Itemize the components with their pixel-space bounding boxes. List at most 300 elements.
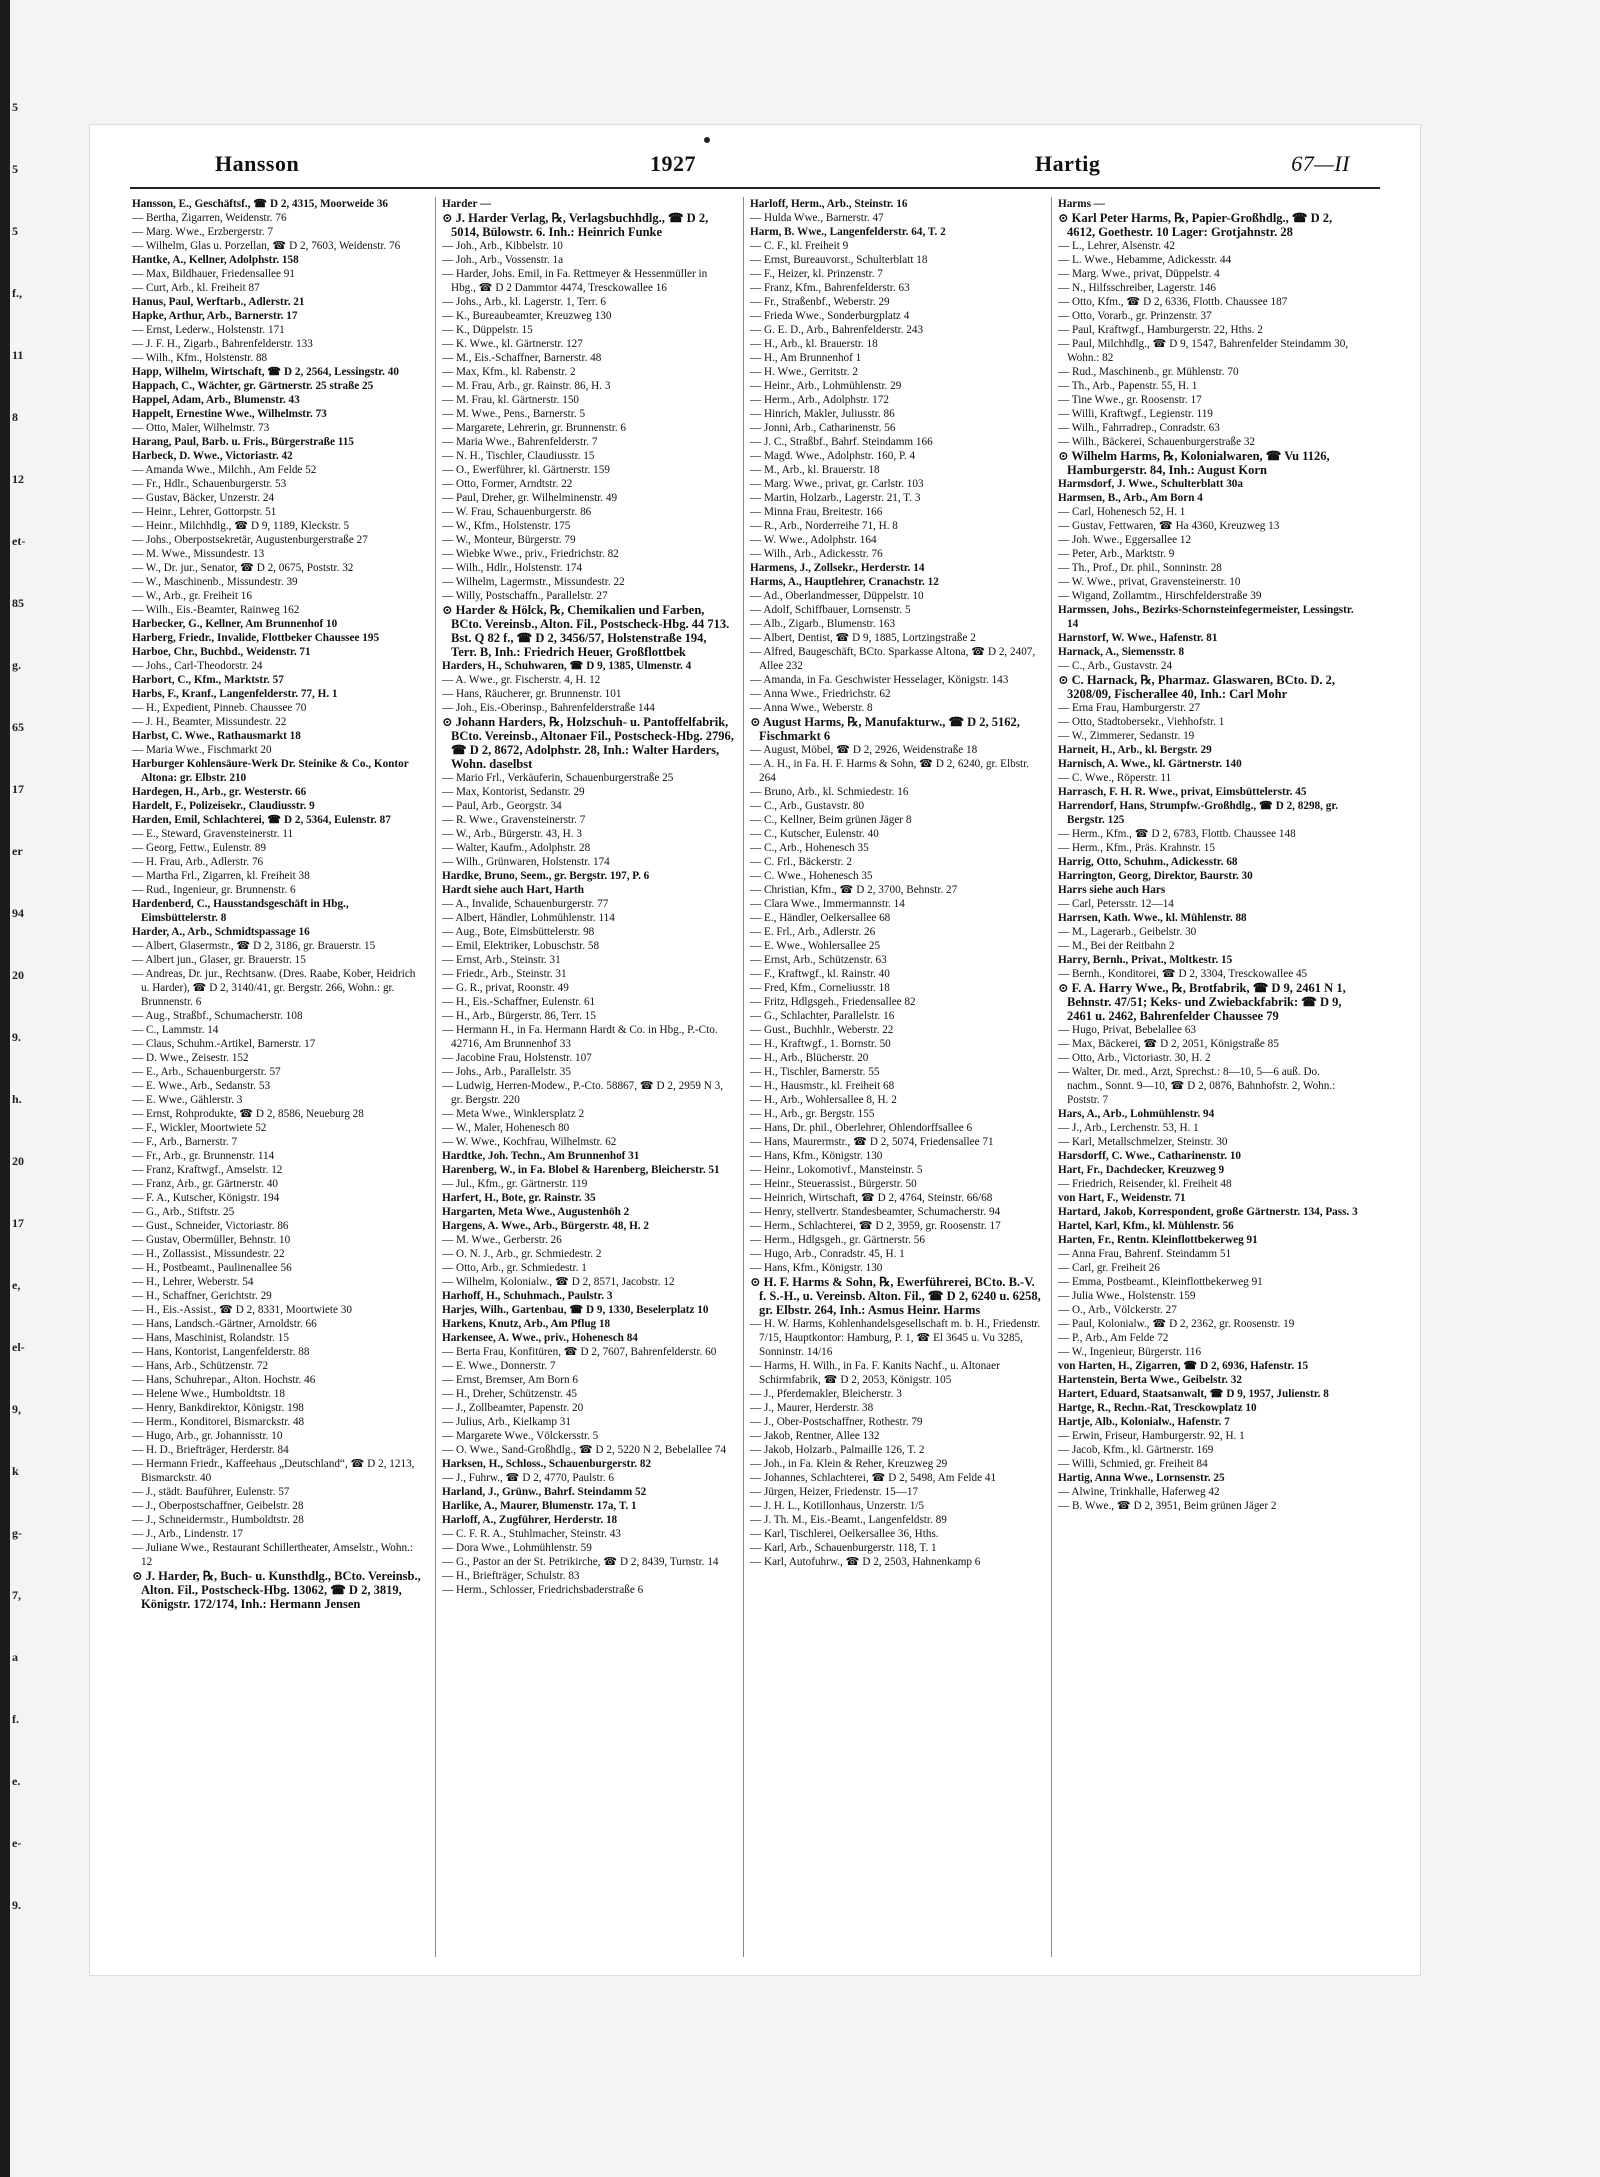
directory-entry: — E., Steward, Gravensteinerstr. 11: [132, 828, 294, 840]
directory-entry: — Adolf, Schiffbauer, Lornsenstr. 5: [750, 604, 911, 616]
directory-entry: Harland, J., Grünw., Bahrf. Steindamm 52: [442, 1486, 647, 1498]
directory-entry: — Franz, Kraftwgf., Amselstr. 12: [132, 1164, 283, 1176]
margin-fragment: e.: [12, 1774, 21, 1788]
directory-entry: Harboe, Chr., Buchbd., Weidenstr. 71: [132, 646, 311, 658]
directory-entry: — H., Briefträger, Schulstr. 83: [442, 1570, 580, 1582]
directory-entry: — Carl, gr. Freiheit 26: [1058, 1262, 1160, 1274]
directory-entry: — Henry, stellvertr. Standesbeamter, Schumacherstr. 94: [750, 1206, 1001, 1218]
directory-entry: — F., Wickler, Moortwiete 52: [132, 1122, 267, 1134]
directory-entry: — H., Am Brunnenhof 1: [750, 352, 862, 364]
directory-entry: — Max, Bäckerei, ☎ D 2, 2051, Königstraße 85: [1058, 1038, 1279, 1050]
directory-entry: — R., Arb., Norderreihe 71, H. 8: [750, 520, 898, 532]
directory-entry: Hapke, Arthur, Arb., Barnerstr. 17: [132, 310, 298, 322]
directory-entry: — Andreas, Dr. jur., Rechtsanw. (Dres. Raabe, Kober, Heidrich u. Harder), ☎ D 2, 3140/41, gr. Bergstr. 266, Wohn.: gr. Brunnenstr. 6: [132, 968, 416, 1008]
directory-entry: — Amanda, in Fa. Geschwister Hesselager, Königstr. 143: [750, 674, 1009, 686]
directory-entry: — Hans, Kfm., Königstr. 130: [750, 1262, 883, 1274]
margin-fragment: 9,: [12, 1402, 21, 1416]
directory-entry: — Th., Prof., Dr. phil., Sonninstr. 28: [1058, 562, 1222, 574]
directory-entry: — Herm., Schlosser, Friedrichsbaderstraße 6: [442, 1584, 644, 1596]
directory-entry: — Hans, Kontorist, Langenfelderstr. 88: [132, 1346, 310, 1358]
directory-entry: Hardt siehe auch Hart, Harth: [442, 884, 585, 896]
directory-entry: — Albert, Händler, Lohmühlenstr. 114: [442, 912, 615, 924]
margin-fragment: g-: [12, 1526, 22, 1540]
directory-entry: — Wilh., Hdlr., Holstenstr. 174: [442, 562, 583, 574]
directory-entry: Harksen, H., Schloss., Schauenburgerstr. 82: [442, 1458, 652, 1470]
directory-entry: — Herm., Arb., Adolphstr. 172: [750, 394, 889, 406]
directory-entry: — Karl, Arb., Schauenburgerstr. 118, T. 1: [750, 1542, 937, 1554]
column-3: [750, 197, 1042, 1967]
margin-fragment: 5: [12, 224, 18, 238]
directory-entry: — August, Möbel, ☎ D 2, 2926, Weidenstraße 18: [750, 744, 978, 756]
directory-entry: — Willy, Postschaffn., Parallelstr. 27: [442, 590, 608, 602]
margin-fragment: 85: [12, 596, 24, 610]
directory-entry: Harsdorff, C. Wwe., Catharinenstr. 10: [1058, 1150, 1242, 1162]
directory-entry: — Johs., Arb., kl. Lagerstr. 1, Terr. 6: [442, 296, 607, 308]
header-rule: [130, 187, 1380, 189]
margin-fragment: k: [12, 1464, 19, 1478]
directory-entry: — Fritz, Hdlgsgeh., Friedensallee 82: [750, 996, 916, 1008]
directory-entry: — W. Wwe., Adolphstr. 164: [750, 534, 877, 546]
directory-entry: Harnack, A., Siemensstr. 8: [1058, 646, 1185, 658]
directory-entry: — C. Wwe., Hohenesch 35: [750, 870, 873, 882]
directory-entry: Hardegen, H., Arb., gr. Westerstr. 66: [132, 786, 307, 798]
margin-fragment: 8: [12, 410, 18, 424]
directory-entry: — G., Schlachter, Parallelstr. 16: [750, 1010, 895, 1022]
directory-entry: Harenberg, W., in Fa. Blobel & Harenberg, Bleicherstr. 51: [442, 1164, 720, 1176]
directory-entry: — O. Wwe., Sand-Großhdlg., ☎ D 2, 5220 N 2, Bebelallee 74: [442, 1444, 727, 1456]
directory-entry: Hargens, A. Wwe., Arb., Bürgerstr. 48, H. 2: [442, 1220, 649, 1232]
directory-entry: — O., Ewerführer, kl. Gärtnerstr. 159: [442, 464, 610, 476]
directory-entry: — R. Wwe., Gravensteinerstr. 7: [442, 814, 586, 826]
directory-entry: — Wilh., Kfm., Holstenstr. 88: [132, 352, 268, 364]
directory-entry: — H. Wwe., Gerritstr. 2: [750, 366, 858, 378]
directory-entry: — Fred, Kfm., Corneliusstr. 18: [750, 982, 890, 994]
directory-entry: — Julius, Arb., Kielkamp 31: [442, 1416, 571, 1428]
directory-entry: — H., Expedient, Pinneb. Chaussee 70: [132, 702, 307, 714]
directory-entry: — Johs., Arb., Parallelstr. 35: [442, 1066, 571, 1078]
directory-entry: — H., Arb., kl. Brauerstr. 18: [750, 338, 878, 350]
directory-entry: — Max, Kontorist, Sedanstr. 29: [442, 786, 585, 798]
column-1: [132, 197, 424, 1967]
directory-entry: — Paul, Milchhdlg., ☎ D 9, 1547, Bahrenfelder Steindamm 30, Wohn.: 82: [1058, 338, 1349, 364]
directory-entry: — Ernst, Arb., Steinstr. 31: [442, 954, 561, 966]
directory-entry: — Otto, Vorarb., gr. Prinzenstr. 37: [1058, 310, 1212, 322]
margin-fragment: 5: [12, 162, 18, 176]
directory-entry: — Max, Bildhauer, Friedensallee 91: [132, 268, 295, 280]
directory-entry: ⊙ Johann Harders, ℞, Holzschuh- u. Pantoffelfabrik, BCto. Vereinsb., Altonaer Fil., Postscheck-Hbg. 2796, ☎ D 2, 8672, Adolphstr. 28, Inh.: Walter Harders, Wohn. daselbst: [442, 715, 734, 771]
directory-entry: Hansson, E., Geschäftsf., ☎ D 2, 4315, Moorweide 36: [132, 198, 389, 210]
directory-entry: — Carl, Petersstr. 12—14: [1058, 898, 1174, 910]
margin-fragment: e-: [12, 1836, 22, 1850]
directory-entry: — H., Arb., Blücherstr. 20: [750, 1052, 869, 1064]
directory-entry: — O. N. J., Arb., gr. Schmiedestr. 2: [442, 1248, 602, 1260]
margin-fragment: f.,: [12, 286, 22, 300]
directory-entry: — P., Arb., Am Felde 72: [1058, 1332, 1169, 1344]
directory-entry: — Julia Wwe., Holstenstr. 159: [1058, 1290, 1196, 1302]
directory-entry: — Willi, Kraftwgf., Legienstr. 119: [1058, 408, 1213, 420]
margin-fragment: er: [12, 844, 23, 858]
directory-entry: Harten, Fr., Rentn. Kleinflottbekerweg 91: [1058, 1234, 1258, 1246]
directory-entry: Harburger Kohlensäure-Werk Dr. Steinike & Co., Kontor Altona: gr. Elbstr. 210: [132, 758, 409, 784]
directory-entry: — H., Eis.-Schaffner, Eulenstr. 61: [442, 996, 596, 1008]
directory-entry: — H., Arb., Bürgerstr. 86, Terr. 15: [442, 1010, 596, 1022]
directory-entry: — Herm., Konditorei, Bismarckstr. 48: [132, 1416, 305, 1428]
directory-entry: Harrington, Georg, Direktor, Baurstr. 30: [1058, 870, 1253, 882]
directory-entry: Happach, C., Wächter, gr. Gärtnerstr. 25 straße 25: [132, 380, 374, 392]
directory-entry: — D. Wwe., Zeisestr. 152: [132, 1052, 249, 1064]
margin-fragment: a: [12, 1650, 18, 1664]
margin-fragment: 12: [12, 472, 24, 486]
directory-entry: — Wilhelm, Lagermstr., Missundestr. 22: [442, 576, 625, 588]
directory-entry: Harloff, A., Zugführer, Herderstr. 18: [442, 1514, 618, 1526]
directory-entry: — Johannes, Schlachterei, ☎ D 2, 5498, Am Felde 41: [750, 1472, 997, 1484]
directory-entry: Harbeck, D. Wwe., Victoriastr. 42: [132, 450, 293, 462]
directory-entry: — H., Tischler, Barnerstr. 55: [750, 1066, 880, 1078]
directory-entry: — Karl, Tischlerei, Oelkersallee 36, Hths.: [750, 1528, 939, 1540]
directory-entry: — Paul, Kolonialw., ☎ D 2, 2362, gr. Roosenstr. 19: [1058, 1318, 1295, 1330]
directory-entry: — J. H. L., Kotillonhaus, Unzerstr. 1/5: [750, 1500, 925, 1512]
directory-entry: — Clara Wwe., Immermannstr. 14: [750, 898, 905, 910]
margin-fragment: e,: [12, 1278, 21, 1292]
directory-entry: Hart, Fr., Dachdecker, Kreuzweg 9: [1058, 1164, 1225, 1176]
directory-entry: — Herm., Schlachterei, ☎ D 2, 3959, gr. Roosenstr. 17: [750, 1220, 1001, 1232]
directory-entry: — Meta Wwe., Winklersplatz 2: [442, 1108, 585, 1120]
directory-entry: — Otto, Kfm., ☎ D 2, 6336, Flottb. Chaussee 187: [1058, 296, 1288, 308]
directory-entry: — W., Maschinenb., Missundestr. 39: [132, 576, 298, 588]
directory-entry: — Heinr., Milchhdlg., ☎ D 9, 1189, Kleckstr. 5: [132, 520, 350, 532]
directory-entry: — M. Wwe., Pens., Barnerstr. 5: [442, 408, 586, 420]
directory-entry: ⊙ C. Harnack, ℞, Pharmaz. Glaswaren, BCto. D. 2, 3208/09, Fischerallee 40, Inh.: Carl Mohr: [1058, 673, 1335, 701]
directory-entry: — B. Wwe., ☎ D 2, 3951, Beim grünen Jäger 2: [1058, 1500, 1277, 1512]
directory-entry: — Wilhelm, Kolonialw., ☎ D 2, 8571, Jacobstr. 12: [442, 1276, 675, 1288]
directory-entry: — Erwin, Friseur, Hamburgerstr. 92, H. 1: [1058, 1430, 1245, 1442]
directory-entry: — Karl, Metallschmelzer, Steinstr. 30: [1058, 1136, 1228, 1148]
directory-entry: — K., Düppelstr. 15: [442, 324, 533, 336]
directory-entry: ⊙ F. A. Harry Wwe., ℞, Brotfabrik, ☎ D 9, 2461 N 1, Behnstr. 47/51; Keks- und Zwiebackfabrik: ☎ D 9, 2461 u. 2462, Bahrenfelder Chaussee 79: [1058, 981, 1346, 1023]
directory-entry: — Otto, Stadtobersekr., Viehhofstr. 1: [1058, 716, 1225, 728]
directory-entry: — Alb., Zigarb., Blumenstr. 163: [750, 618, 896, 630]
margin-fragment: 7,: [12, 1588, 21, 1602]
directory-entry: — Gustav, Fettwaren, ☎ Ha 4360, Kreuzweg 13: [1058, 520, 1280, 532]
directory-entry: Harkensee, A. Wwe., priv., Hohenesch 84: [442, 1332, 638, 1344]
directory-entry: — Ernst, Arb., Schützenstr. 63: [750, 954, 887, 966]
directory-entry: — Gustav, Bäcker, Unzerstr. 24: [132, 492, 275, 504]
directory-entry: Hartenstein, Berta Wwe., Geibelstr. 32: [1058, 1374, 1242, 1386]
directory-entry: — Hans, Dr. phil., Oberlehrer, Ohlendorffsallee 6: [750, 1122, 973, 1134]
directory-entry: Harms, A., Hauptlehrer, Cranachstr. 12: [750, 576, 939, 588]
directory-entry: — F., Kraftwgf., kl. Rainstr. 40: [750, 968, 890, 980]
directory-entry: — J., Zollbeamter, Papenstr. 20: [442, 1402, 584, 1414]
directory-entry: — Joh., in Fa. Klein & Reher, Kreuzweg 29: [750, 1458, 948, 1470]
directory-entry: — Hugo, Arb., gr. Johannisstr. 10: [132, 1430, 283, 1442]
directory-entry: — Friedr., Arb., Steinstr. 31: [442, 968, 567, 980]
directory-entry: Harlike, A., Maurer, Blumenstr. 17a, T. 1: [442, 1500, 637, 1512]
directory-entry: Harneit, H., Arb., kl. Bergstr. 29: [1058, 744, 1212, 756]
directory-entry: — Karl, Autofuhrw., ☎ D 2, 2503, Hahnenkamp 6: [750, 1556, 981, 1568]
left-margin-fragments: [10, 80, 50, 1960]
header-first-name: Hansson: [215, 151, 300, 176]
directory-entry: — J., Fuhrw., ☎ D 2, 4770, Paulstr. 6: [442, 1472, 615, 1484]
directory-entry: — Otto, Arb., Victoriastr. 30, H. 2: [1058, 1052, 1211, 1064]
directory-entry: — Fr., Hdlr., Schauenburgerstr. 53: [132, 478, 287, 490]
directory-entry: — Helene Wwe., Humboldtstr. 18: [132, 1388, 285, 1400]
directory-entry: — L., Lehrer, Alsenstr. 42: [1058, 240, 1175, 252]
directory-entry: — Alfred, Baugeschäft, BCto. Sparkasse Altona, ☎ D 2, 2407, Allee 232: [750, 646, 1036, 672]
directory-entry: — Albert jun., Glaser, gr. Brauerstr. 15: [132, 954, 306, 966]
directory-entry: — G., Arb., Stiftstr. 25: [132, 1206, 235, 1218]
directory-entry: — A. Wwe., gr. Fischerstr. 4, H. 12: [442, 674, 601, 686]
directory-entry: — Gust., Schneider, Victoriastr. 86: [132, 1220, 289, 1232]
directory-entry: — Alwine, Trinkhalle, Haferweg 42: [1058, 1486, 1220, 1498]
page-number: 67—II: [1291, 151, 1350, 176]
directory-entry: — Ernst, Rohprodukte, ☎ D 2, 8586, Neueburg 28: [132, 1108, 364, 1120]
directory-entry: Harrig, Otto, Schuhm., Adickesstr. 68: [1058, 856, 1238, 868]
directory-entry: — J., Ober-Postschaffner, Rothestr. 79: [750, 1416, 923, 1428]
directory-entry: — Joh. Wwe., Eggersallee 12: [1058, 534, 1192, 546]
directory-entry: — W., Maler, Hohenesch 80: [442, 1122, 570, 1134]
directory-entry: Hardenberd, C., Hausstandsgeschäft in Hbg., Eimsbüttelerstr. 8: [132, 898, 349, 924]
directory-entry: — N. H., Tischler, Claudiusstr. 15: [442, 450, 595, 462]
directory-entry: — Henry, Bankdirektor, Königstr. 198: [132, 1402, 304, 1414]
directory-entry: — Marg. Wwe., Erzbergerstr. 7: [132, 226, 274, 238]
directory-entry: ⊙ J. Harder Verlag, ℞, Verlagsbuchhdlg., ☎ D 2, 5014, Bülowstr. 6. Inh.: Heinrich Funke: [442, 211, 709, 239]
directory-entry: Hartard, Jakob, Korrespondent, große Gärtnerstr. 134, Pass. 3: [1058, 1206, 1358, 1218]
directory-entry: — Heinr., Lokomotivf., Mansteinstr. 5: [750, 1164, 923, 1176]
directory-entry: Harang, Paul, Barb. u. Fris., Bürgerstraße 115: [132, 436, 354, 448]
directory-entry: — Ludwig, Herren-Modew., P.-Cto. 58867, ☎ D 2, 2959 N 3, gr. Bergstr. 220: [442, 1080, 724, 1106]
directory-entry: — J., städt. Bauführer, Eulenstr. 57: [132, 1486, 290, 1498]
directory-entry: — Rud., Maschinenb., gr. Mühlenstr. 70: [1058, 366, 1239, 378]
directory-entry: — Anna Frau, Bahrenf. Steindamm 51: [1058, 1248, 1232, 1260]
directory-entry: — Bernh., Konditorei, ☎ D 2, 3304, Tresckowallee 45: [1058, 968, 1308, 980]
directory-entry: — W., Dr. jur., Senator, ☎ D 2, 0675, Poststr. 32: [132, 562, 354, 574]
directory-entry: Harbst, C. Wwe., Rathausmarkt 18: [132, 730, 301, 742]
directory-entry: — Joh., Eis.-Oberinsp., Bahrenfelderstraße 144: [442, 702, 655, 714]
margin-fragment: 94: [12, 906, 24, 920]
directory-entry: — Hans, Schuhrepar., Alton. Hochstr. 46: [132, 1374, 316, 1386]
directory-entry: — Bertha, Zigarren, Weidenstr. 76: [132, 212, 287, 224]
directory-entry: — Hinrich, Makler, Juliusstr. 86: [750, 408, 895, 420]
directory-entry: — H., Eis.-Assist., ☎ D 2, 8331, Moortwiete 30: [132, 1304, 352, 1316]
directory-entry: — K., Bureaubeamter, Kreuzweg 130: [442, 310, 612, 322]
directory-entry: — Wilh., Fahrradrep., Conradstr. 63: [1058, 422, 1220, 434]
directory-entry: Happ, Wilhelm, Wirtschaft, ☎ D 2, 2564, Lessingstr. 40: [132, 366, 399, 378]
directory-entry: — E. Wwe., Wohlersallee 25: [750, 940, 881, 952]
directory-entry: — Herm., Hdlgsgeh., gr. Gärtnerstr. 56: [750, 1234, 925, 1246]
directory-entry: — Amanda Wwe., Milchh., Am Felde 52: [132, 464, 317, 476]
directory-entry: — J. H., Beamter, Missundestr. 22: [132, 716, 287, 728]
directory-entry: — Erna Frau, Hamburgerstr. 27: [1058, 702, 1201, 714]
directory-entry: Harrs siehe auch Hars: [1058, 884, 1166, 896]
directory-entry: — Margarete, Lehrerin, gr. Brunnenstr. 6: [442, 422, 627, 434]
directory-entry: — Johs., Carl-Theodorstr. 24: [132, 660, 263, 672]
directory-entry: — Joh., Arb., Vossenstr. 1a: [442, 254, 564, 266]
margin-fragment: 20: [12, 968, 24, 982]
directory-entry: — H. Frau, Arb., Adlerstr. 76: [132, 856, 264, 868]
directory-entry: — C. Wwe., Röperstr. 11: [1058, 772, 1172, 784]
directory-entry: — J. Th. M., Eis.-Beamt., Langenfeldstr. 89: [750, 1514, 947, 1526]
directory-entry: — W. Frau, Schauenburgerstr. 86: [442, 506, 592, 518]
directory-entry: — W., Kfm., Holstenstr. 175: [442, 520, 571, 532]
directory-entry: — Otto, Maler, Wilhelmstr. 73: [132, 422, 270, 434]
directory-entry: — E., Arb., Schauenburgerstr. 57: [132, 1066, 281, 1078]
directory-entry: Happel, Adam, Arb., Blumenstr. 43: [132, 394, 300, 406]
directory-entry: Harmsdorf, J. Wwe., Schulterblatt 30a: [1058, 478, 1243, 490]
directory-entry: — Herm., Kfm., ☎ D 2, 6783, Flottb. Chaussee 148: [1058, 828, 1296, 840]
directory-entry: — Heinrich, Wirtschaft, ☎ D 2, 4764, Steinstr. 66/68: [750, 1192, 993, 1204]
directory-entry: Harjes, Wilh., Gartenbau, ☎ D 9, 1330, Beselerplatz 10: [442, 1304, 709, 1316]
directory-entry: Harberg, Friedr., Invalide, Flottbeker Chaussee 195: [132, 632, 380, 644]
directory-entry: — Anna Wwe., Weberstr. 8: [750, 702, 873, 714]
directory-entry: — J., Pferdemakler, Bleicherstr. 3: [750, 1388, 902, 1400]
directory-entry: — Paul, Dreher, gr. Wilhelminenstr. 49: [442, 492, 618, 504]
directory-entry: — Albert, Dentist, ☎ D 9, 1885, Lortzingstraße 2: [750, 632, 976, 644]
directory-entry: — J., Oberpostschaffner, Geibelstr. 28: [132, 1500, 304, 1512]
margin-fragment: el-: [12, 1340, 25, 1354]
directory-entry: — Paul, Kraftwgf., Hamburgerstr. 22, Hths. 2: [1058, 324, 1263, 336]
directory-entry: — Dora Wwe., Lohmühlenstr. 59: [442, 1542, 592, 1554]
directory-entry: — Walter, Dr. med., Arzt, Sprechst.: 8—10, 5—6 auß. Do. nachm., Sonnt. 9—10, ☎ D 2, 0876, Bahnhofstr. 2, Wohn.: Poststr. 7: [1058, 1066, 1336, 1106]
directory-entry: — Wilh., Arb., Adickesstr. 76: [750, 548, 883, 560]
column-4: [1058, 197, 1358, 1967]
directory-entry: — C., Lammstr. 14: [132, 1024, 219, 1036]
directory-entry: — Frieda Wwe., Sonderburgplatz 4: [750, 310, 910, 322]
directory-entry: — H. W. Harms, Kohlenhandelsgesellschaft m. b. H., Friedenstr. 7/15, Hauptkontor: Hamburg, P. 1, ☎ El 3645 u. Vu 3285, Sonninstr. 14/16: [750, 1318, 1041, 1358]
directory-entry: Hantke, A., Kellner, Adolphstr. 158: [132, 254, 299, 266]
directory-entry: — Otto, Former, Arndtstr. 22: [442, 478, 573, 490]
directory-entry: — C. F., kl. Freiheit 9: [750, 240, 849, 252]
directory-entry: — Emma, Postbeamt., Kleinflottbekerweg 91: [1058, 1276, 1263, 1288]
directory-entry: — Franz, Arb., gr. Gärtnerstr. 40: [132, 1178, 279, 1190]
directory-entry: — Berta Frau, Konfitüren, ☎ D 2, 7607, Bahrenfelderstr. 60: [442, 1346, 717, 1358]
directory-entry: Harrsen, Kath. Wwe., kl. Mühlenstr. 88: [1058, 912, 1247, 924]
directory-entry: — Fr., Arb., gr. Brunnenstr. 114: [132, 1150, 275, 1162]
directory-entry: — A. H., in Fa. H. F. Harms & Sohn, ☎ D 2, 6240, gr. Elbstr. 264: [750, 758, 1030, 784]
margin-fragment: 65: [12, 720, 24, 734]
directory-entry: — Jürgen, Heizer, Friedenstr. 15—17: [750, 1486, 919, 1498]
directory-entry: ⊙ August Harms, ℞, Manufakturw., ☎ D 2, 5162, Fischmarkt 6: [750, 715, 1020, 743]
directory-entry: ⊙ J. Harder, ℞, Buch- u. Kunsthdlg., BCto. Vereinsb., Alton. Fil., Postscheck-Hbg. 13062, ☎ D 2, 3819, Königstr. 172/174, Inh.: Hermann Jensen: [132, 1569, 421, 1611]
directory-entry: — Wilh., Eis.-Beamter, Rainweg 162: [132, 604, 300, 616]
directory-entry: — M. Frau, kl. Gärtnerstr. 150: [442, 394, 580, 406]
margin-fragment: 5: [12, 100, 18, 114]
directory-entry: Harm, B. Wwe., Langenfelderstr. 64, T. 2: [750, 226, 946, 238]
directory-entry: — Joh., Arb., Kibbelstr. 10: [442, 240, 563, 252]
directory-entry: — H., Kraftwgf., 1. Bornstr. 50: [750, 1038, 891, 1050]
directory-entry: Hanus, Paul, Werftarb., Adlerstr. 21: [132, 296, 305, 308]
directory-entry: — Jacobine Frau, Holstenstr. 107: [442, 1052, 592, 1064]
directory-entry: — C. Frl., Bäckerstr. 2: [750, 856, 852, 868]
directory-entry: — N., Hilfsschreiber, Lagerstr. 146: [1058, 282, 1217, 294]
directory-entry: — H., Dreher, Schützenstr. 45: [442, 1388, 578, 1400]
directory-entry: — Hugo, Arb., Conradstr. 45, H. 1: [750, 1248, 905, 1260]
directory-entry: — Hermann H., in Fa. Hermann Hardt & Co. in Hbg., P.-Cto. 42716, Am Brunnenhof 33: [442, 1024, 718, 1050]
directory-entry: — C., Kellner, Beim grünen Jäger 8: [750, 814, 912, 826]
directory-entry: — Th., Arb., Papenstr. 55, H. 1: [1058, 380, 1198, 392]
directory-entry: Harkens, Knutz, Arb., Am Pflug 18: [442, 1318, 611, 1330]
directory-entry: Harhoff, H., Schuhmach., Paulstr. 3: [442, 1290, 613, 1302]
directory-entry: Harders, H., Schuhwaren, ☎ D 9, 1385, Ulmenstr. 4: [442, 660, 692, 672]
directory-entry: — Wilhelm, Glas u. Porzellan, ☎ D 2, 7603, Weidenstr. 76: [132, 240, 401, 252]
column-divider: [743, 197, 744, 1957]
directory-entry: — Christian, Kfm., ☎ D 2, 3700, Behnstr. 27: [750, 884, 958, 896]
directory-entry: — J., Schneidermstr., Humboldtstr. 28: [132, 1514, 304, 1526]
directory-entry: — H., Zollassist., Missundestr. 22: [132, 1248, 285, 1260]
directory-entry: — K. Wwe., kl. Gärtnerstr. 127: [442, 338, 583, 350]
directory-entry: — C., Arb., Hohenesch 35: [750, 842, 869, 854]
directory-entry: — Herm., Kfm., Präs. Krahnstr. 15: [1058, 842, 1215, 854]
directory-entry: Harfert, H., Bote, gr. Rainstr. 35: [442, 1192, 596, 1204]
margin-fragment: 11: [12, 348, 24, 362]
directory-entry: Hargarten, Meta Wwe., Augustenhöh 2: [442, 1206, 630, 1218]
directory-entry: — Walter, Kaufm., Adolphstr. 28: [442, 842, 591, 854]
column-2: [442, 197, 734, 1967]
directory-entry: Harnisch, A. Wwe., kl. Gärtnerstr. 140: [1058, 758, 1242, 770]
directory-entry: — W. Wwe., Kochfrau, Wilhelmstr. 62: [442, 1136, 617, 1148]
directory-entry: — Juliane Wwe., Restaurant Schillertheater, Amselstr., Wohn.: 12: [132, 1542, 413, 1568]
directory-entry: — Franz, Kfm., Bahrenfelderstr. 63: [750, 282, 910, 294]
directory-entry: Harmens, J., Zollsekr., Herderstr. 14: [750, 562, 925, 574]
directory-entry: — Maria Wwe., Bahrenfelderstr. 7: [442, 436, 598, 448]
directory-entry: — Otto, Arb., gr. Schmiedestr. 1: [442, 1262, 587, 1274]
directory-entry: von Harten, H., Zigarren, ☎ D 2, 6936, Hafenstr. 15: [1058, 1360, 1309, 1372]
directory-entry: — Georg, Fettw., Eulenstr. 89: [132, 842, 266, 854]
directory-entry: — W., Ingenieur, Bürgerstr. 116: [1058, 1346, 1202, 1358]
directory-entry: — Aug., Straßbf., Schumacherstr. 108: [132, 1010, 303, 1022]
directory-entry: — Wilh., Grünwaren, Holstenstr. 174: [442, 856, 610, 868]
directory-entry: — W. Wwe., privat, Gravensteinerstr. 10: [1058, 576, 1241, 588]
margin-fragment: f.: [12, 1712, 19, 1726]
directory-entry: — J., Arb., Lindenstr. 17: [132, 1528, 243, 1540]
directory-entry: — Minna Frau, Breitestr. 166: [750, 506, 883, 518]
directory-entry: — Carl, Hohenesch 52, H. 1: [1058, 506, 1186, 518]
directory-entry: — Curt, Arb., kl. Freiheit 87: [132, 282, 260, 294]
margin-fragment: g.: [12, 658, 21, 672]
directory-entry: — C., Arb., Gustavstr. 80: [750, 800, 865, 812]
directory-entry: — H., Schaffner, Gerichtstr. 29: [132, 1290, 272, 1302]
directory-entry: — Jakob, Rentner, Allee 132: [750, 1430, 880, 1442]
directory-entry: — Bruno, Arb., kl. Schmiedestr. 16: [750, 786, 909, 798]
directory-entry: — Heinr., Lehrer, Gottorpstr. 51: [132, 506, 277, 518]
directory-entry: — Anna Wwe., Friedrichstr. 62: [750, 688, 891, 700]
directory-entry: — M., Arb., kl. Brauerstr. 18: [750, 464, 880, 476]
directory-entry: — Margarete Wwe., Völckersstr. 5: [442, 1430, 599, 1442]
directory-entry: von Hart, F., Weidenstr. 71: [1058, 1192, 1186, 1204]
column-divider: [1051, 197, 1052, 1957]
directory-entry: — Fr., Straßenbf., Weberstr. 29: [750, 296, 890, 308]
margin-fragment: h.: [12, 1092, 22, 1106]
directory-entry: — Jakob, Holzarb., Palmaille 126, T. 2: [750, 1444, 925, 1456]
directory-entry: — Claus, Schuhm.-Artikel, Barnerstr. 17: [132, 1038, 316, 1050]
directory-entry: — F., Heizer, kl. Prinzenstr. 7: [750, 268, 883, 280]
directory-entry: — Marg. Wwe., privat, gr. Carlstr. 103: [750, 478, 924, 490]
directory-entry: — Magd. Wwe., Adolphstr. 160, P. 4: [750, 450, 916, 462]
directory-entry: Harbs, F., Kranf., Langenfelderstr. 77, H. 1: [132, 688, 338, 700]
directory-entry: Happelt, Ernestine Wwe., Wilhelmstr. 73: [132, 408, 327, 420]
directory-entry: — Emil, Elektriker, Lobuschstr. 58: [442, 940, 600, 952]
directory-entry: — J. F. H., Zigarb., Bahrenfelderstr. 133: [132, 338, 313, 350]
directory-entry: — H. D., Briefträger, Herderstr. 84: [132, 1444, 289, 1456]
directory-entry: — Hans, Maurermstr., ☎ D 2, 5074, Friedensallee 71: [750, 1136, 994, 1148]
directory-entry: — Hugo, Privat, Bebelallee 63: [1058, 1024, 1196, 1036]
directory-entry: — Ad., Oberlandmesser, Düppelstr. 10: [750, 590, 924, 602]
directory-entry: — Albert, Glasermstr., ☎ D 2, 3186, gr. Brauerstr. 15: [132, 940, 376, 952]
directory-entry: — Wiebke Wwe., priv., Friedrichstr. 82: [442, 548, 619, 560]
directory-entry: — Jacob, Kfm., kl. Gärtnerstr. 169: [1058, 1444, 1214, 1456]
directory-entry: — Hans, Maschinist, Rolandstr. 15: [132, 1332, 289, 1344]
directory-entry: — Rud., Ingenieur, gr. Brunnenstr. 6: [132, 884, 296, 896]
directory-entry: — J. C., Straßbf., Bahrf. Steindamm 166: [750, 436, 933, 448]
